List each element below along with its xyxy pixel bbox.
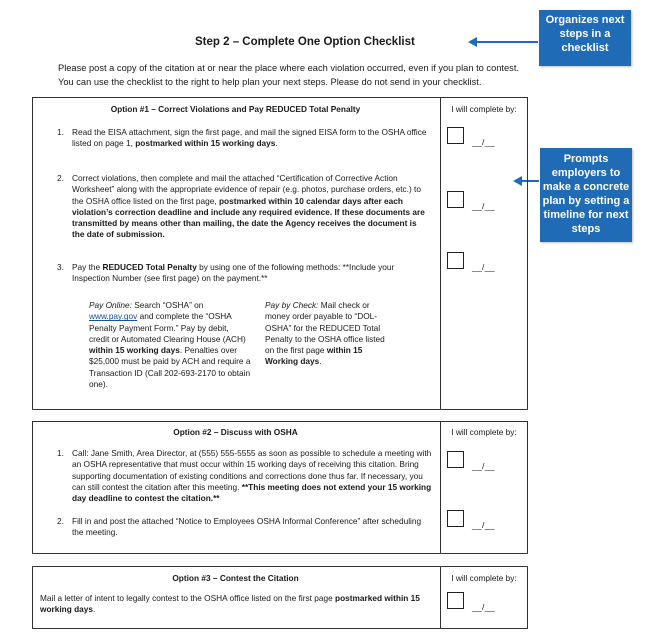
checkbox-option1-item3[interactable]: [447, 252, 464, 269]
item-number: 2.: [57, 173, 64, 183]
option2-header: Option #2 – Discuss with OSHA: [173, 427, 298, 437]
item-number: 1.: [57, 127, 64, 137]
complete-by-label: I will complete by:: [451, 427, 517, 437]
option1-item-2: Correct violations, then complete and mail the attached “Certification of Corrective Action Worksheet” along with the appropriate evidence of repair (e.g. photos, purchase orders, etc.) to the OSHA office listed on the first page, postmarked within 10 calendar days after each violation’s correction deadline and include any required evidence. If these documents are transmitted by means other than mailing, the date the Agency receives the document is the date of submission.: [72, 173, 425, 240]
option3-header: Option #3 – Contest the Citation: [172, 573, 299, 583]
date-blank[interactable]: __/__: [472, 201, 495, 211]
intro-text: Please post a copy of the citation at or near the place where each violation occurred, even if you plan to contest. You can use the checklist to the right to help plan your next steps. Please do not send in your checklist.: [58, 63, 519, 87]
option1-item-3: Pay the REDUCED Total Penalty by using one of the following methods: **Include your Inspection Number (see first page) on the payment.**: [72, 262, 395, 284]
pay-check-text: Pay by Check: Mail check or money order payable to “DOL-OSHA” for the REDUCED Total Penalty to the OSHA office listed on the first page within 15 Working days.: [265, 300, 385, 367]
date-blank[interactable]: __/__: [472, 137, 495, 147]
checkbox-option3[interactable]: [447, 592, 464, 609]
date-blank[interactable]: __/__: [472, 520, 495, 530]
pay-gov-link[interactable]: www.pay.gov: [89, 311, 138, 322]
option1-header: Option #1 – Correct Violations and Pay REDUCED Total Penalty: [110, 104, 361, 114]
option3-text: Mail a letter of intent to legally contest to the OSHA office listed on the first page postmarked within 15 working days.: [40, 593, 420, 615]
option1-item-1: Read the EISA attachment, sign the first page, and mail the signed EISA form to the OSHA office listed on page 1, postmarked within 15 working days.: [72, 127, 427, 149]
complete-by-label: I will complete by:: [451, 573, 517, 583]
callout-arrow-head: [468, 37, 477, 47]
item-number: 2.: [57, 516, 64, 526]
checkbox-option1-item1[interactable]: [447, 127, 464, 144]
column-divider: [440, 422, 441, 553]
item-number: 1.: [57, 448, 64, 458]
callout-timeline: Prompts employers to make a concrete plan by setting a timeline for next steps: [540, 148, 632, 242]
column-divider: [440, 98, 441, 409]
checkbox-option2-item1[interactable]: [447, 451, 464, 468]
complete-by-label: I will complete by:: [451, 104, 517, 114]
pay-online-text: Pay Online: Search “OSHA” on www.pay.gov and complete the “OSHA Penalty Payment Form.” Pay by debit, credit or Automated Clearing House (ACH) within 15 working days. Penalties over $25,000 must be paid by ACH and require a Transaction ID (Call 202-693-2170 to obtain one).: [89, 300, 251, 390]
callout-checklist: Organizes next steps in a checklist: [539, 10, 631, 66]
date-blank[interactable]: __/__: [472, 461, 495, 471]
date-blank[interactable]: __/__: [472, 602, 495, 612]
page-title: Step 2 – Complete One Option Checklist: [195, 36, 415, 48]
callout-arrow-line: [476, 41, 538, 43]
date-blank[interactable]: __/__: [472, 262, 495, 272]
option2-item-1: Call: Jane Smith, Area Director, at (555) 555-5555 as soon as possible to schedule a meeting with an OSHA representative that must occur within 15 working days of receiving this citation. Bring supporting documentation of existing conditions and corrections done thus far. If necessary, you can still contest the citation after this meeting. **This meeting does not extend your 15 working day deadline to contest the citation.**: [72, 448, 432, 504]
option2-item-2: Fill in and post the attached “Notice to Employees OSHA Informal Conference” after scheduling the meeting.: [72, 516, 422, 538]
item-number: 3.: [57, 262, 64, 272]
checkbox-option1-item2[interactable]: [447, 191, 464, 208]
checkbox-option2-item2[interactable]: [447, 510, 464, 527]
